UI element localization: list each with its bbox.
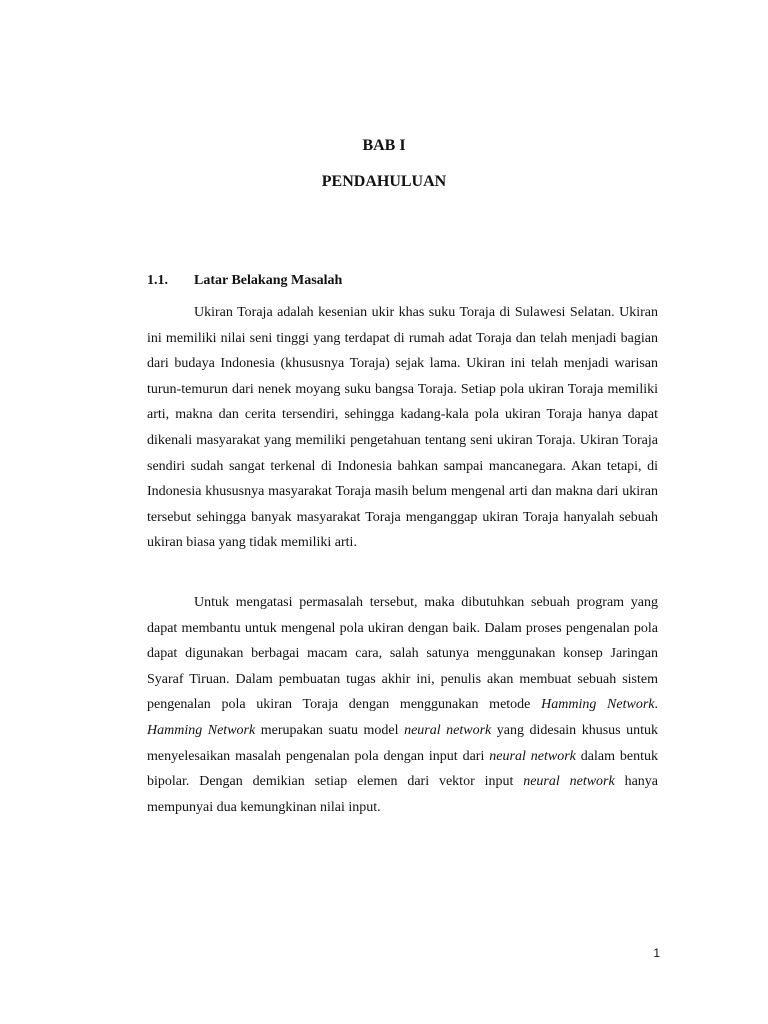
chapter-title: PENDAHULUAN — [321, 173, 447, 190]
section-number: 1.1. — [147, 273, 168, 288]
chapter-label: BAB I — [362, 137, 406, 154]
term-neural-network: neural network — [523, 774, 615, 790]
term-neural-network: neural network — [404, 722, 492, 738]
paragraph-solution — [147, 590, 658, 820]
section-title: Latar Belakang Masalah — [194, 273, 343, 288]
section-heading — [147, 271, 342, 291]
term-hamming-network: Hamming Network — [541, 697, 655, 713]
paragraph-text: . — [654, 697, 658, 713]
page-number: 1 — [653, 946, 660, 960]
paragraph-text: dalam bentuk bipolar. Dengan demikian setiap elemen dari vektor input — [147, 748, 658, 790]
term-neural-network: neural network — [489, 748, 576, 764]
paragraph-text: Untuk mengatasi permasalah tersebut, maka dibutuhkan sebuah program yang dapat membantu untuk mengenal pola ukiran dengan baik. Dalam proses pengenalan pola dapat digunakan berbagai macam cara, salah satunya menggunakan konsep Jaringan Syaraf Tiruan. Dalam pembuatan tugas akhir ini, penulis akan membuat sebuah sistem pengenalan pola ukiran Toraja dengan menggunakan metode — [147, 595, 658, 713]
paragraph-text: merupakan suatu model — [255, 722, 405, 738]
paragraph-background: Ukiran Toraja adalah kesenian ukir khas suku Toraja di Sulawesi Selatan. Ukiran ini memiliki nilai seni tinggi yang terdapat di rumah adat Toraja dan telah menjadi bagian dari budaya Indonesia (khususnya Toraja) sejak lama. Ukiran ini telah menjadi warisan turun-temurun dari nenek moyang suku bangsa Toraja. Setiap pola ukiran Toraja memiliki arti, makna dan cerita tersendiri, sehingga kadang-kala pola ukiran Toraja hanya dapat dikenali masyarakat yang memiliki pengetahuan tentang seni ukiran Toraja. Ukiran Toraja sendiri sudah sangat terkenal di Indonesia bahkan sampai mancanegara. Akan tetapi, di Indonesia khususnya masyarakat Toraja masih belum mengenal arti dan makna dari ukiran tersebut sehingga banyak masyarakat Toraja menganggap ukiran Toraja hanyalah sebuah ukiran biasa yang tidak memiliki arti. — [147, 305, 658, 551]
paragraph-text: hanya mempunyai dua kemungkinan nilai input. — [147, 774, 659, 815]
paragraph-text: yang didesain khusus untuk menyelesaikan masalah pengenalan pola dengan input dari — [147, 722, 659, 764]
term-hamming-network: Hamming Network — [147, 722, 256, 738]
